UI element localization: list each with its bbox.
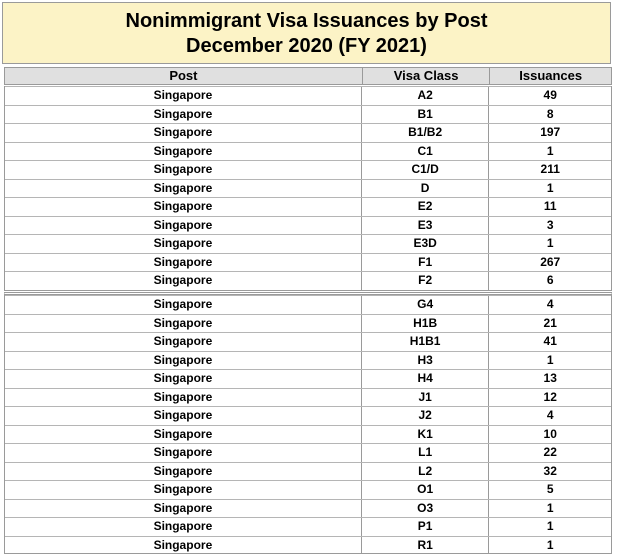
table-row	[5, 425, 611, 444]
report-title-box	[2, 2, 611, 64]
cell-post: Singapore	[153, 408, 213, 422]
cell-visa-class: H1B	[361, 315, 489, 333]
cell-post: Singapore	[153, 236, 213, 250]
cell-visa-class: J1	[361, 389, 489, 407]
cell-issuances: 3	[488, 217, 611, 235]
cell-visa-class: E2	[361, 198, 489, 216]
cell-post: Singapore	[153, 143, 213, 158]
cell-post: Singapore	[153, 297, 213, 311]
table-row	[5, 86, 611, 105]
cell-issuances: 5	[488, 481, 611, 499]
cell-issuances: 211	[488, 161, 611, 179]
table-row	[5, 216, 611, 235]
cell-post: Singapore	[153, 426, 213, 441]
cell-visa-class: P1	[361, 518, 489, 536]
cell-issuances: 267	[488, 254, 611, 272]
cell-post: Singapore	[153, 352, 213, 367]
cell-visa-class: H3	[361, 352, 489, 370]
cell-issuances: 32	[488, 463, 611, 481]
cell-visa-class: H1B1	[361, 333, 489, 351]
cell-post: Singapore	[153, 88, 213, 102]
table-row	[5, 443, 611, 462]
table-row	[5, 388, 611, 407]
cell-issuances: 4	[488, 296, 611, 314]
cell-visa-class: D	[361, 180, 489, 198]
table-row	[5, 462, 611, 481]
table-row	[5, 123, 611, 142]
cell-post: Singapore	[153, 519, 213, 533]
cell-visa-class: B1/B2	[361, 124, 489, 142]
cell-post: Singapore	[153, 334, 213, 348]
cell-post: Singapore	[153, 199, 213, 213]
cell-issuances: 22	[488, 444, 611, 462]
table-row	[5, 271, 611, 290]
table-row	[5, 351, 611, 370]
cell-issuances: 8	[488, 106, 611, 124]
report-period: December 2020 (FY 2021)	[186, 35, 427, 57]
cell-issuances: 6	[488, 272, 611, 290]
cell-issuances: 1	[488, 143, 611, 161]
cell-visa-class: F1	[361, 254, 489, 272]
cell-issuances: 41	[488, 333, 611, 351]
cell-post: Singapore	[153, 273, 213, 287]
cell-post: Singapore	[153, 180, 213, 195]
table-row	[5, 406, 611, 425]
table-row	[5, 105, 611, 124]
table-row	[5, 369, 611, 388]
table-row	[5, 142, 611, 161]
cell-visa-class: L1	[361, 444, 489, 462]
cell-post: Singapore	[153, 315, 213, 330]
cell-issuances: 4	[488, 407, 611, 425]
table-body-page-2	[4, 292, 612, 554]
table-row	[5, 314, 611, 333]
cell-visa-class: A2	[361, 87, 489, 105]
table-body-page-1	[4, 86, 612, 291]
table-row	[5, 517, 611, 536]
cell-post: Singapore	[153, 125, 213, 139]
column-header-issuances: Issuances	[489, 68, 611, 84]
cell-issuances: 1	[488, 518, 611, 536]
cell-issuances: 1	[488, 180, 611, 198]
table-row	[5, 197, 611, 216]
cell-visa-class: G4	[361, 296, 489, 314]
cell-visa-class: O3	[361, 500, 489, 518]
cell-post: Singapore	[153, 463, 213, 478]
table-row	[5, 499, 611, 518]
cell-issuances: 197	[488, 124, 611, 142]
cell-issuances: 1	[488, 352, 611, 370]
cell-post: Singapore	[153, 254, 213, 269]
table-row	[5, 253, 611, 272]
cell-issuances: 1	[488, 537, 611, 555]
column-header-post: Post	[169, 68, 198, 83]
table-row	[5, 480, 611, 499]
cell-post: Singapore	[153, 445, 213, 459]
cell-post: Singapore	[153, 537, 213, 552]
cell-issuances: 49	[488, 87, 611, 105]
cell-visa-class: B1	[361, 106, 489, 124]
cell-visa-class: F2	[361, 272, 489, 290]
cell-visa-class: K1	[361, 426, 489, 444]
table-row	[5, 536, 611, 555]
cell-visa-class: H4	[361, 370, 489, 388]
cell-issuances: 10	[488, 426, 611, 444]
cell-visa-class: J2	[361, 407, 489, 425]
cell-issuances: 1	[488, 235, 611, 253]
cell-post: Singapore	[153, 162, 213, 176]
column-header-visa-class: Visa Class	[362, 68, 490, 84]
table-row	[5, 179, 611, 198]
cell-visa-class: E3D	[361, 235, 489, 253]
cell-issuances: 11	[488, 198, 611, 216]
table-row	[5, 295, 611, 314]
cell-post: Singapore	[153, 217, 213, 232]
cell-issuances: 21	[488, 315, 611, 333]
cell-visa-class: C1	[361, 143, 489, 161]
table-header	[4, 67, 612, 85]
cell-post: Singapore	[153, 482, 213, 496]
cell-issuances: 13	[488, 370, 611, 388]
cell-visa-class: L2	[361, 463, 489, 481]
cell-post: Singapore	[153, 106, 213, 121]
cell-post: Singapore	[153, 371, 213, 385]
cell-post: Singapore	[153, 389, 213, 404]
cell-visa-class: O1	[361, 481, 489, 499]
cell-visa-class: R1	[361, 537, 489, 555]
table-row	[5, 234, 611, 253]
cell-issuances: 12	[488, 389, 611, 407]
cell-issuances: 1	[488, 500, 611, 518]
report-title: Nonimmigrant Visa Issuances by Post	[125, 10, 488, 32]
cell-visa-class: E3	[361, 217, 489, 235]
cell-post: Singapore	[153, 500, 213, 515]
table-row	[5, 160, 611, 179]
table-row	[5, 332, 611, 351]
cell-visa-class: C1/D	[361, 161, 489, 179]
